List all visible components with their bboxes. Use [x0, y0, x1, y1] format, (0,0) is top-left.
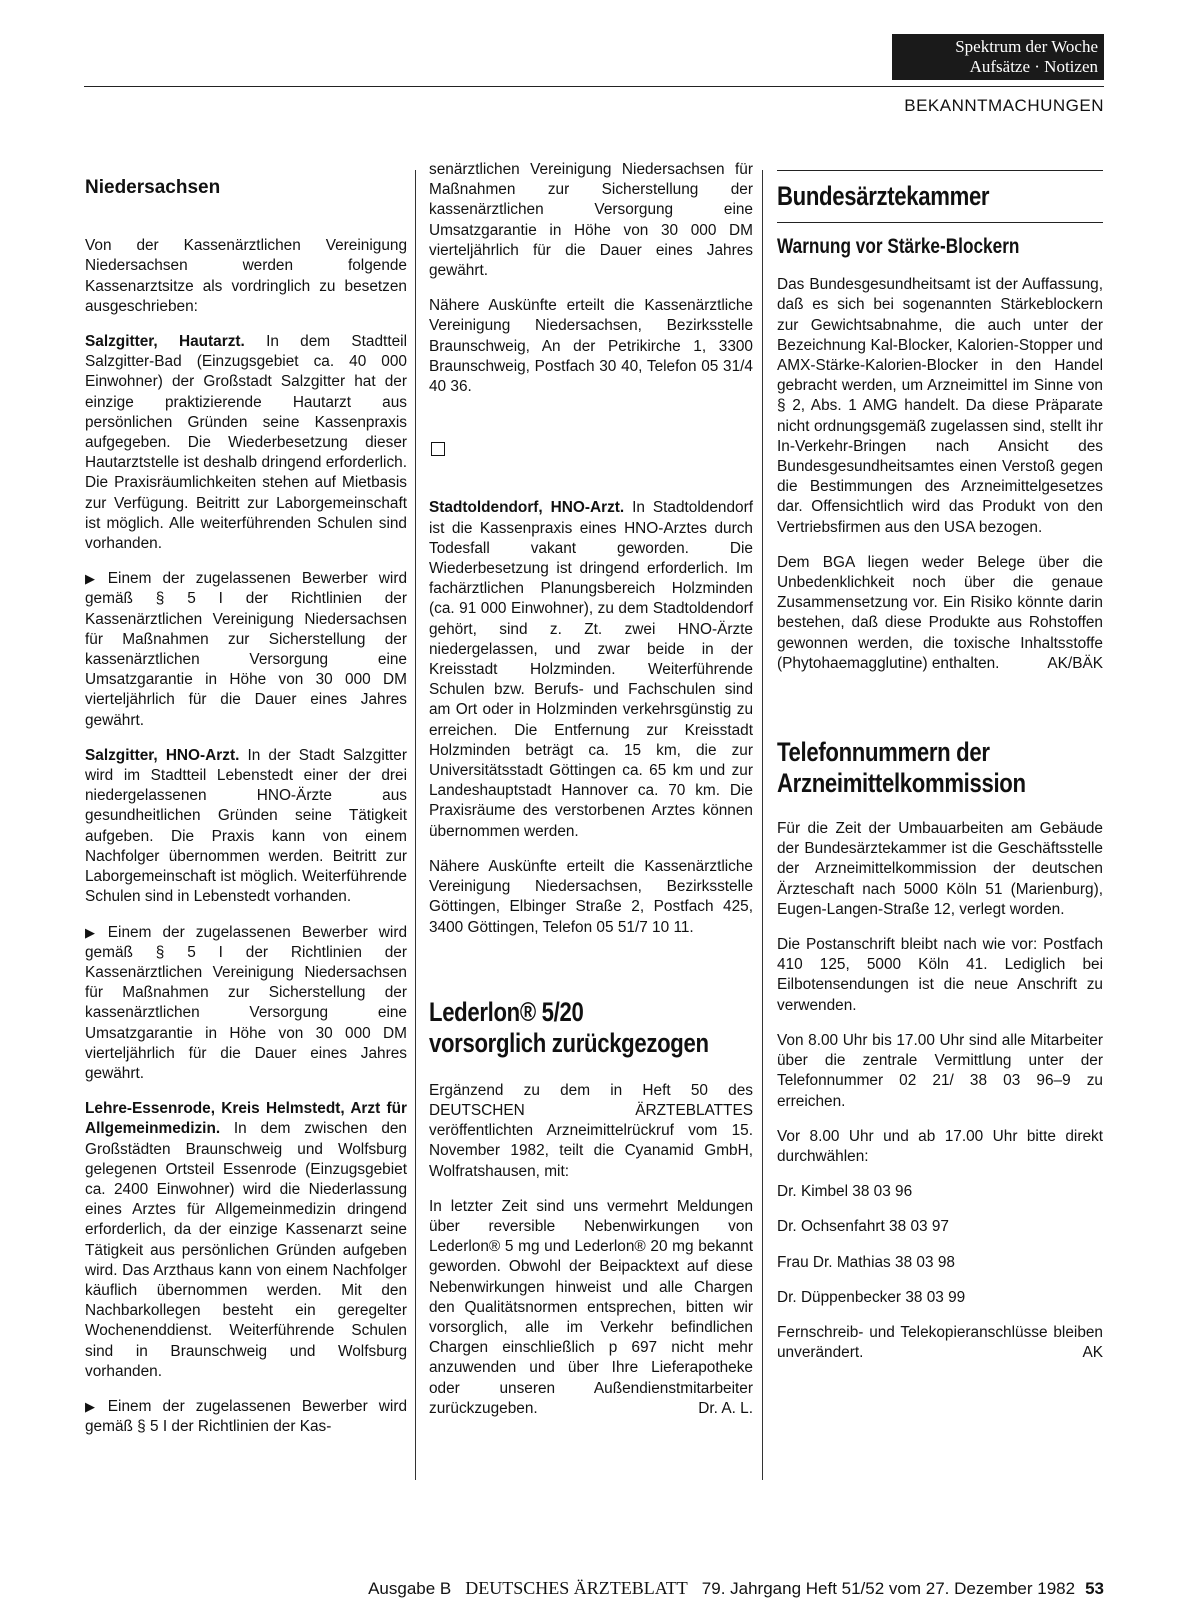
contact-line: Frau Dr. Mathias 38 03 98 [777, 1253, 955, 1271]
warning-paragraph-2-text: Dem BGA liegen weder Belege über die Unbedenklichkeit noch über die genaue Zusammensetzung vor. Ein Risiko könnte darin bestehen, daß diese Produkte aus Rohstoffen gewonnen werden, die toxische Inhaltsstoffe (Phytohaemagglutine) enthalten. [777, 553, 1103, 672]
listing-salzgitter-hautarzt [85, 332, 407, 554]
contact-info-braunschweig: Nähere Auskünfte erteilt die Kassenärztliche Vereinigung Niedersachsen, Bezirksstelle Braunschweig, An der Petrikirche 1, 3300 Braunschweig, Postfach 30 40, Telefon 05 31/4 40 36. [429, 297, 753, 396]
listing-lead: Lehre-Essenrode, Kreis Helmstedt, Arzt für Allgemeinmedizin. [85, 1100, 407, 1138]
listing-lead: Stadtoldendorf, HNO-Arzt. [429, 499, 625, 517]
triangle-bullet-icon: ▶ [85, 1398, 102, 1414]
intro-paragraph: Von der Kassenärztlichen Vereinigung Niedersachsen werden folgende Kassenarztsitze als vordringlich zu besetzen ausgeschrieben: [85, 237, 407, 315]
contact-line: Dr. Ochsenfahrt 38 03 97 [777, 1218, 949, 1236]
column-3 [777, 170, 1103, 1378]
listing-lead: Salzgitter, Hautarzt. [85, 333, 245, 351]
lederlon-signature: Dr. A. L. [698, 1399, 753, 1417]
title-rule-bottom [777, 222, 1103, 223]
footer-journal: DEUTSCHES ÄRZTEBLATT [465, 1578, 688, 1598]
listing-salzgitter-hno [85, 746, 407, 908]
badge-line-2: Aufsätze · Notizen [969, 57, 1098, 76]
guarantee-paragraph [85, 1397, 407, 1437]
telefon-signature: AK [1082, 1344, 1103, 1362]
telefon-paragraph-3: Von 8.00 Uhr bis 17.00 Uhr sind alle Mitarbeiter über die zentrale Vermittlung unter der Telefonnummer 02 21/ 38 03 96–9 zu erreichen. [777, 1031, 1103, 1110]
telefon-paragraph-4: Vor 8.00 Uhr und ab 17.00 Uhr bitte direkt durchwählen: [777, 1127, 1103, 1165]
listing-body: In Stadtoldendorf ist die Kassenpraxis eines HNO-Arztes durch Todesfall vakant geworden. Die Wiederbesetzung ist dringend erforderlich. Im fachärztlichen Planungsbereich Holzminden (ca. 91 000 Einwohner), zu dem Stadtoldendorf gehört, sind z. Zt. zwei HNO-Ärzte niedergelassen, und zwar beide in der Kreisstadt Holzminden. Weiterführende Schulen bzw. Berufs- und Fachschulen sind am Ort oder in Holzminden verkehrsgünstig zu erreichen. Die Entfernung zur Kreisstadt Holzminden beträgt ca. 15 km, die zur Universitätsstadt Göttingen ca. 65 km und zur Landeshauptstadt Hannover ca. 70 km. Die Praxisräume des verstorbenen Arztes können übernommen werden. [429, 499, 753, 840]
telefon-paragraph-2: Die Postanschrift bleibt nach wie vor: Postfach 410 125, 5000 Köln 41. Lediglich bei Eilbotensendungen ist die neue Anschrift zu verwenden. [777, 936, 1103, 1014]
page-footer [368, 1578, 1104, 1599]
telefon-paragraph-5-text: Fernschreib- und Telekopieranschlüsse bleiben unverändert. [777, 1323, 1103, 1362]
triangle-bullet-icon: ▶ [85, 571, 102, 587]
page-number: 53 [1085, 1579, 1104, 1598]
listing-lead: Salzgitter, HNO-Arzt. [85, 746, 240, 764]
listing-body: In dem Stadtteil Salzgitter-Bad (Einzugsgebiet ca. 40 000 Einwohner) der Großstadt Salzgitter hat der einzige praktizierende Hautarzt aus persönlichen Gründen seine Kassenpraxis aufgegeben. Die Wiederbesetzung dieser Hautarztstelle ist deshalb dringend erforderlich. Die Praxisräumlichkeiten stehen auf Mietbasis zur Verfügung. Beitritt zur Laborgemeinschaft ist möglich. Alle weiterführenden Schulen sind vorhanden. [85, 333, 407, 553]
lederlon-statement-text: In letzter Zeit sind uns vermehrt Meldungen über reversible Nebenwirkungen von Lederlon® 5 mg und Lederlon® 20 mg bekannt geworden. Obwohl der Beipacktext auf diese Nebenwirkungen hinweist und alle Chargen den Qualitätsnormen entsprechen, bitten wir vorsorglich, alle im Verkehr befindlichen Chargen einschließlich p 697 nicht mehr anzuwenden und über Ihre Lieferapotheke oder unseren Außendienstmitarbeiter zurückzugeben. [429, 1197, 753, 1417]
section-badge [892, 34, 1104, 80]
guarantee-paragraph [85, 569, 407, 731]
guarantee-text: Einem der zugelassenen Bewerber wird gemäß § 5 I der Richtlinien der Kas- [85, 1397, 408, 1436]
lederlon-title-line-1: Lederlon® 5/20 [429, 996, 584, 1027]
triangle-bullet-icon: ▶ [85, 924, 102, 940]
telefon-title-line-2: Arzneimittelkommission [777, 768, 1026, 799]
warning-paragraph-2 [777, 553, 1103, 674]
listing-lehre-essenrode [85, 1099, 407, 1382]
telefon-paragraph-5 [777, 1323, 1103, 1363]
column-divider-2 [762, 170, 763, 1480]
listing-stadtoldendorf [429, 498, 753, 841]
lederlon-statement [429, 1197, 753, 1419]
guarantee-paragraph [85, 923, 407, 1085]
telefon-paragraph-1: Für die Zeit der Umbauarbeiten am Gebäude der Bundesärztekammer ist die Geschäftsstelle der Arzneimittelkommission der deutschen Ärzteschaft nach 5000 Köln 51 (Marienburg), Eugen-Langen-Straße 12, verlegt worden. [777, 820, 1103, 918]
guarantee-text: Einem der zugelassenen Bewerber wird gemäß § 5 I der Richtlinien der Kassenärztlichen Vereinigung Niedersachsen für Maßnahmen zur Sicherstellung der kassenärztlichen Versorgung eine Umsatzgarantie in Höhe von 30 000 DM vierteljährlich für die Dauer eines Jahres gewährt. [85, 570, 408, 729]
contact-info-goettingen: Nähere Auskünfte erteilt die Kassenärztliche Vereinigung Niedersachsen, Bezirksstelle Göttingen, Elbinger Straße 2, Postfach 425, 3400 Göttingen, Telefon 05 51/7 10 11. [429, 857, 753, 936]
badge-line-1: Spektrum der Woche [955, 37, 1098, 56]
title-rule-top [777, 170, 1103, 171]
niedersachsen-heading: Niedersachsen [85, 177, 221, 198]
column-2 [429, 160, 753, 1434]
warning-signature: AK/BÄK [1047, 654, 1103, 672]
telefon-title-line-1: Telefonnummern der [777, 737, 990, 768]
end-mark-icon [431, 442, 445, 456]
footer-issue: 79. Jahrgang Heft 51/52 vom 27. Dezember 1982 [701, 1579, 1076, 1598]
top-rule [84, 86, 1104, 87]
section-label: BEKANNTMACHUNGEN [904, 96, 1104, 115]
lederlon-title-line-2: vorsorglich zurückgezogen [429, 1027, 709, 1058]
column-divider-1 [415, 170, 416, 1480]
warning-subheading: Warnung vor Stärke-Blockern [777, 235, 1020, 258]
lederlon-intro: Ergänzend zu dem in Heft 50 des DEUTSCHEN ÄRZTEBLATTES veröffentlichten Arzneimittelrückruf vom 15. November 1982, teilt die Cyanamid GmbH, Wolfratshausen, mit: [429, 1081, 753, 1180]
listing-body: In der Stadt Salzgitter wird im Stadtteil Lebenstedt einer der drei niedergelassenen HNO-Ärzte aus gesundheitlichen Gründen seine Tätigkeit aufgeben. Die Praxis kann von einem Nachfolger übernommen werden. Beitritt zur Laborgemeinschaft ist möglich. Weiterführende Schulen sind in Lebenstedt vorhanden. [85, 746, 407, 906]
warning-paragraph-1: Das Bundesgesundheitsamt ist der Auffassung, daß es sich bei sogenannten Stärkeblockern zur Gewichtsabnahme, die auch unter der Bezeichnung Kal-Blocker, Kalorien-Stopper und AMX-Stärke-Kalorien-Blocker in den Handel gebracht werden, um Arzneimittel im Sinne von § 2, Abs. 1 AMG handelt. Da diese Präparate nicht ordnungsgemäß zugelassen sind, stellt ihr In-Verkehr-Bringen nach Ansicht des Bundesgesundheitsamtes einen Verstoß gegen die Bestimmungen des Arzneimittelgesetzes dar. Offensichtlich wird das Produkt von den Vertriebsfirmen aus den USA bezogen. [777, 276, 1103, 536]
guarantee-continued: senärztlichen Vereinigung Niedersachsen für Maßnahmen zur Sicherstellung der kassenärztlichen Versorgung eine Umsatzgarantie in Höhe von 30 000 DM vierteljährlich für die Dauer eines Jahres gewährt. [429, 161, 753, 280]
column-1 [85, 170, 407, 1452]
listing-body: In dem zwischen den Großstädten Braunschweig und Wolfsburg gelegenen Ortsteil Essenrode (Einzugsgebiet ca. 2400 Einwohner) wird die Niederlassung eines Arztes für Allgemeinmedizin dringend erforderlich, da der einzige Kassenarzt seine Tätigkeit aus persönlichen Gründen aufgeben wird. Das Arzthaus kann von einem Nachfolger käuflich übernommen werden. Mit den Nachbarkollegen besteht ein geregelter Wochenenddienst. Weiterführende Schulen sind in Braunschweig und Wolfsburg vorhanden. [85, 1120, 407, 1380]
footer-edition: Ausgabe B [368, 1579, 452, 1598]
contact-line: Dr. Düppenbecker 38 03 99 [777, 1288, 966, 1306]
bundesaerztekammer-heading: Bundesärztekammer [777, 181, 990, 211]
contact-line: Dr. Kimbel 38 03 96 [777, 1183, 913, 1201]
guarantee-text: Einem der zugelassenen Bewerber wird gemäß § 5 I der Richtlinien der Kassenärztlichen Vereinigung Niedersachsen für Maßnahmen zur Sicherstellung der kassenärztlichen Versorgung eine Umsatzgarantie in Höhe von 30 000 DM vierteljährlich für die Dauer eines Jahres gewährt. [85, 923, 408, 1082]
